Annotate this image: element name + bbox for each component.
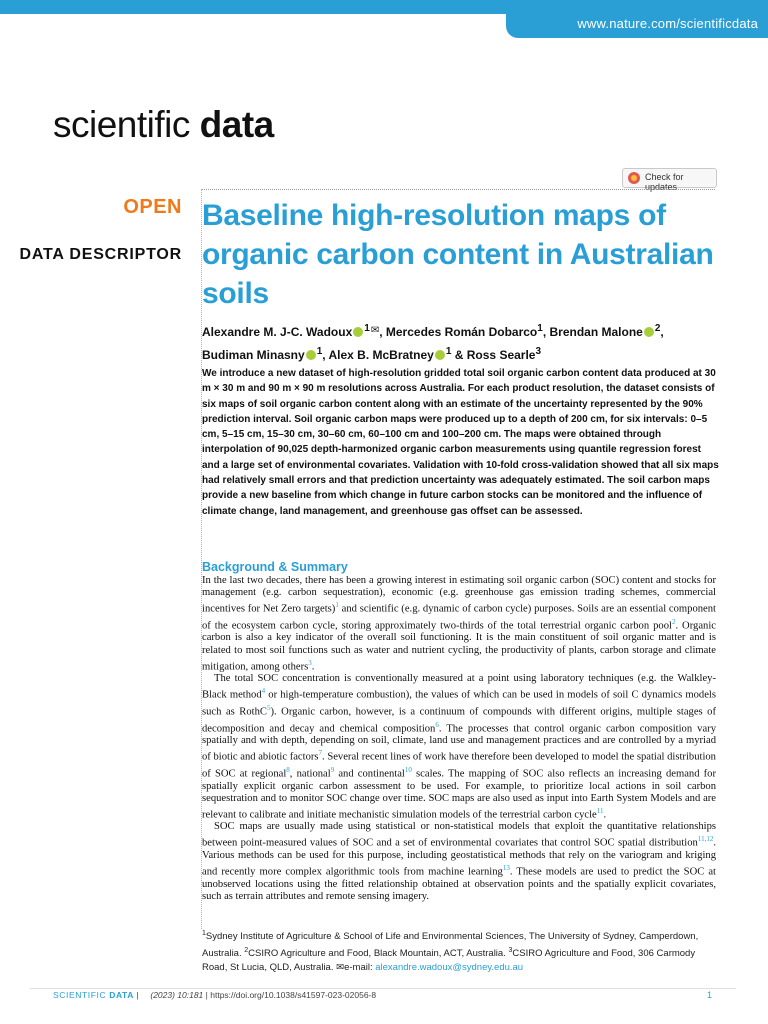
reference-citation[interactable]: 11 — [596, 806, 604, 815]
author-name[interactable]: Mercedes Román Dobarco — [385, 325, 538, 339]
author-name[interactable]: Alex B. McBratney — [328, 348, 434, 362]
top-bar — [0, 0, 768, 14]
reference-citation[interactable]: 4 — [261, 687, 266, 696]
reference-citation[interactable]: 6 — [435, 720, 439, 729]
author-affiliation-number: 3 — [535, 346, 542, 357]
reference-citation[interactable]: 10 — [404, 765, 412, 774]
reference-citation[interactable]: 9 — [330, 765, 335, 774]
author-name[interactable]: Ross Searle — [466, 348, 536, 362]
affiliation-number: 1 — [202, 930, 206, 937]
affiliation-number: 3 — [508, 947, 513, 955]
abstract: We introduce a new dataset of high-resolution gridded total soil organic carbon content data produced at 30 m × 30 m and 90 m × 90 m resolutions across Australia. For each product resolution, the dataset consists of six maps of soil organic carbon content along with an estimate of the uncertainty represented by the 90% prediction interval. Soil organic carbon maps were produced up to a depth of 200 cm, for six intervals: 0–5 cm, 5–15 cm, 15–30 cm, 30–60 cm, 60–100 cm and 100–200 cm. The maps were obtained through interpolation of 90,025 depth-harmonized organic carbon measurements using quantile regression forest and a large set of environmental covariates. Validation with 10-fold cross-validation showed that all six maps had relatively small errors and that prediction uncertainty was adequately estimated. The soil carbon maps provide a new baseline from which change in future carbon stocks can be monitored and the influence of climate change, land management, and greenhouse gas offset can be assessed. — [202, 368, 719, 517]
footer-citation — [53, 990, 376, 1000]
reference-citation[interactable]: 8 — [286, 765, 290, 774]
envelope-icon: ✉ — [336, 962, 345, 974]
article-title: Baseline high-resolution maps of organic carbon content in Australian soils — [202, 199, 714, 310]
journal-logo — [53, 104, 274, 146]
envelope-icon[interactable]: ✉ — [370, 325, 380, 336]
orcid-icon[interactable] — [435, 350, 445, 360]
check-updates-label: Check for updates — [645, 172, 684, 192]
reference-citation[interactable]: 7 — [318, 749, 323, 758]
author-affiliation-number: 2 — [654, 323, 661, 334]
author-affiliation-number: 1 — [537, 323, 543, 334]
email-link[interactable]: alexandre.wadoux@sydney.edu.au — [375, 962, 524, 974]
body-paragraph: The total SOC concentration is conventionally measured at a point using laboratory techniques (e.g. the Walkley-Black method$^4$ or high-temperature combustion), the values of which can be used in models of soil C dynamics models such as RothC$^5$). Organic carbon, however, is a continuum of compounds with different origins, multiple stages of decomposition and decay and chemical composition$^6$. The processes that control organic carbon composition vary spatially and with depth, depending on soil, climate, land use and management practices and are controlled by a myriad of biotic and abiotic factors$^7$. Several recent lines of work have therefore been developed to model the spatial distribution of SOC at regional$^8$, national$^9$ and continental$^{10}$ scales. The mapping of SOC also reflects an increasing demand for spatially explicit organic carbon assessment to be used. For example, to prioritize local actions in soil carbon sequestration and to monitor SOC change over time. SOC maps are also used as input into Earth System Models and are relevant to calibrate and initiate mechanistic simulation models of the terrestrial carbon cycle$^{11}$. — [202, 673, 717, 821]
journal-name-light: scientific — [53, 104, 190, 145]
author-name[interactable]: Alexandre M. J-C. Wadoux — [202, 325, 353, 339]
footer-divider — [30, 988, 736, 989]
reference-citation[interactable]: 5 — [266, 703, 271, 712]
footer-journal — [53, 990, 134, 1000]
journal-name-bold: data — [199, 104, 274, 145]
orcid-icon[interactable] — [644, 327, 654, 337]
check-updates-button[interactable] — [622, 168, 717, 192]
article-type-label: DATA DESCRIPTOR — [19, 246, 182, 263]
journal-url[interactable]: www.nature.com/scientificdata — [577, 16, 758, 31]
author-name[interactable]: Budiman Minasny — [202, 348, 305, 362]
footer-volume: (2023) 10:181 — [150, 990, 204, 1000]
orcid-icon[interactable] — [353, 327, 363, 337]
reference-citation[interactable]: 2 — [671, 617, 676, 626]
body-paragraph: SOC maps are usually made using statistical or non-statistical models that exploit the quantitative relationships between point-measured values of SOC and a set of environmental covariates that control SOC spatial distribution$^{11,12}$. Various methods can be used for this purpose, including geostatistical methods that rely on the variogram and kriging and recently more complex algorithmic tools from machine learning$^{13}$. These models are used to predict the SOC at unobserved locations using the fitted relationship obtained at observation points and the spatially explicit covariates, such as terrain attributes and remote sensing imagery. — [202, 821, 716, 902]
divider-horizontal — [201, 189, 715, 190]
page-number: 1 — [707, 990, 713, 1000]
affiliations: $^1$Sydney Institute of Agriculture & School of Life and Environmental Sciences, The University of Sydney, Camperdown, Australia. $^2$CSIRO Agriculture and Food, Black Mountain, ACT, Australia. $^3$CSIRO Agriculture and Food, 306 Carmody Road, St Lucia, QLD, Australia. ✉e-mail: alexandre.wadoux@sydney.edu.au — [202, 930, 699, 974]
footer-journal-bold: DATA — [109, 990, 134, 1000]
orcid-icon[interactable] — [306, 350, 316, 360]
url-tab[interactable] — [506, 14, 768, 38]
reference-citation[interactable]: 3 — [308, 658, 312, 667]
crossmark-icon — [628, 172, 640, 184]
footer-journal-light: SCIENTIFIC — [53, 990, 107, 1000]
author-name[interactable]: Brendan Malone — [549, 325, 643, 339]
affiliation-number: 2 — [244, 947, 249, 955]
author-affiliation-number: 1 — [364, 323, 370, 334]
author-list: Alexandre M. J-C. Wadoux $^1$✉, Mercedes Román Dobarco$^1$, Brendan Malone $^2$, Budiman Minasny $^1$, Alex B. McBratney $^1$ & Ross Searle$^3$ — [202, 323, 664, 362]
reference-citation[interactable]: 13 — [502, 864, 510, 873]
body-paragraph: In the last two decades, there has been a growing interest in estimating soil organic carbon (SOC) content and stocks for management (e.g. carbon sequestration), economic (e.g. greenhouse gas emission trading schemes, commercial incentives for Net Zero targets)$^1$ and scientific (e.g. dynamic of carbon cycle) purposes. Soils are an essential component of the ecosystem carbon cycle, storing approximately two-thirds of the total terrestrial organic carbon pool$^2$. Organic carbon is also a key indicator of the overall soil functioning. It is the main constituent of soil organic matter and is related to most soil functions such as water and nutrient cycling, the productivity of plants, carbon storage and climate mitigation, among others$^3$. — [202, 575, 716, 673]
footer-separator: | — [136, 990, 139, 1000]
author-affiliation-number: 1 — [316, 346, 323, 357]
body-text — [202, 575, 716, 903]
reference-citation[interactable]: 11,12 — [697, 835, 714, 844]
footer-doi[interactable]: | https://doi.org/10.1038/s41597-023-02056-8 — [205, 990, 377, 1000]
author-affiliation-number: 1 — [445, 346, 452, 357]
open-access-label: OPEN — [123, 196, 182, 218]
section-heading: Background & Summary — [202, 560, 348, 574]
reference-citation[interactable]: 1 — [335, 601, 339, 610]
